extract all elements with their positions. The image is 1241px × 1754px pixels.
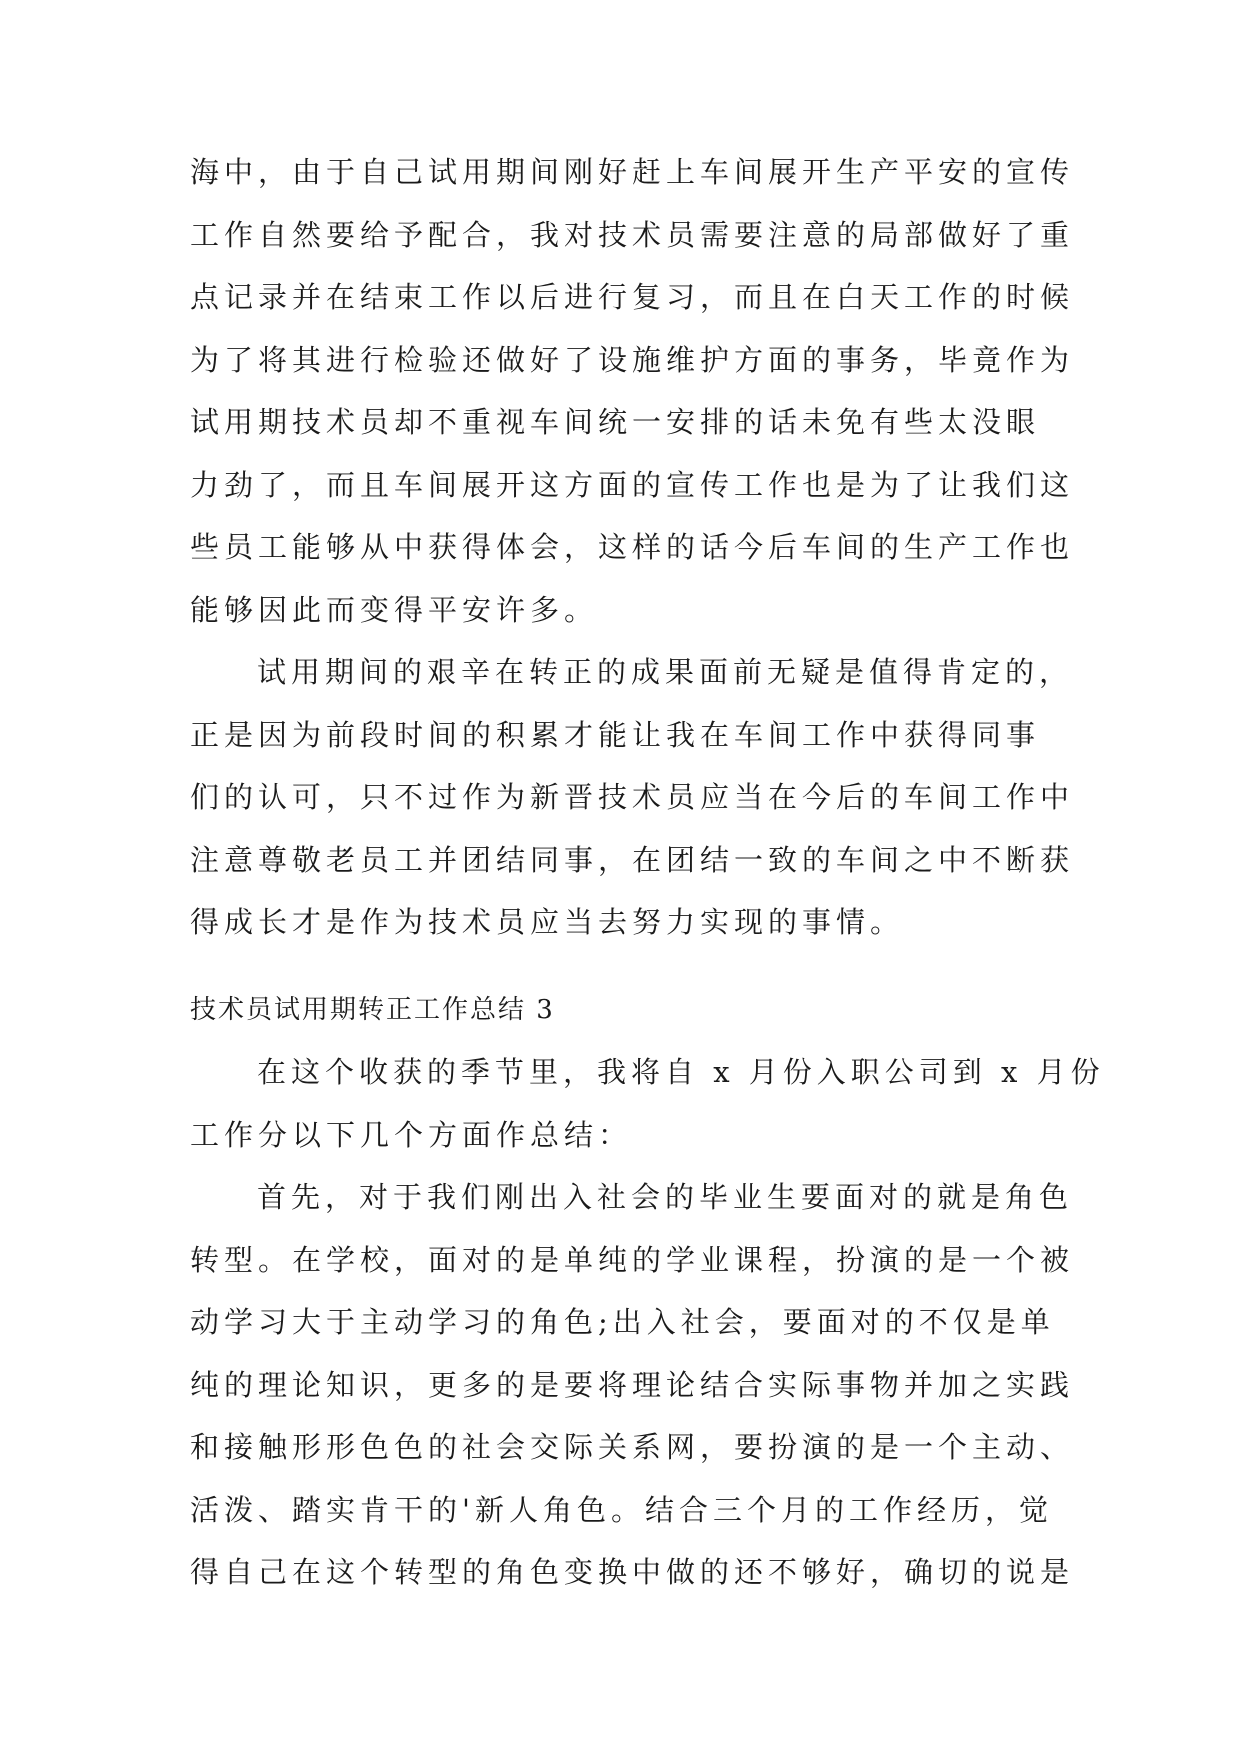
paragraph-line: 得成长才是作为技术员应当去努力实现的事情。: [190, 905, 905, 939]
paragraph-line: 正是因为前段时间的积累才能让我在车间工作中获得同事: [190, 718, 1041, 752]
paragraph-line: 工作自然要给予配合，我对技术员需要注意的局部做好了重: [190, 218, 1075, 252]
paragraph-line: 活泼、踏实肯干的'新人角色。结合三个月的工作经历，觉: [190, 1493, 1053, 1527]
paragraph-line: 和接触形形色色的社会交际关系网，要扮演的是一个主动、: [190, 1430, 1075, 1464]
paragraph-line: 注意尊敬老员工并团结同事，在团结一致的车间之中不断获: [190, 843, 1075, 877]
paragraph-line: 在这个收获的季节里，我将自 x 月份入职公司到 x 月份: [257, 1055, 1105, 1089]
paragraph-line: 动学习大于主动学习的角色;出入社会，要面对的不仅是单: [190, 1305, 1055, 1339]
paragraph-line: 纯的理论知识，更多的是要将理论结合实际事物并加之实践: [190, 1368, 1075, 1402]
paragraph-line: 试用期间的艰辛在转正的成果面前无疑是值得肯定的，: [257, 655, 1074, 689]
paragraph-line: 们的认可，只不过作为新晋技术员应当在今后的车间工作中: [190, 780, 1075, 814]
paragraph-line: 工作分以下几个方面作总结：: [190, 1118, 633, 1152]
paragraph-line: 首先，对于我们刚出入社会的毕业生要面对的就是角色: [257, 1180, 1074, 1214]
paragraph-line: 试用期技术员却不重视车间统一安排的话未免有些太没眼: [190, 405, 1041, 439]
paragraph-line: 些员工能够从中获得体会，这样的话今后车间的生产工作也: [190, 530, 1075, 564]
paragraph-line: 海中，由于自己试用期间刚好赶上车间展开生产平安的宣传: [190, 155, 1075, 189]
paragraph-line: 为了将其进行检验还做好了设施维护方面的事务，毕竟作为: [190, 343, 1075, 377]
paragraph-line: 转型。在学校，面对的是单纯的学业课程，扮演的是一个被: [190, 1243, 1075, 1277]
paragraph-line: 能够因此而变得平安许多。: [190, 593, 599, 627]
section-heading: 技术员试用期转正工作总结 3: [190, 995, 555, 1025]
paragraph-line: 得自己在这个转型的角色变换中做的还不够好，确切的说是: [190, 1555, 1075, 1589]
paragraph-line: 点记录并在结束工作以后进行复习，而且在白天工作的时候: [190, 280, 1075, 314]
paragraph-line: 力劲了，而且车间展开这方面的宣传工作也是为了让我们这: [190, 468, 1075, 502]
